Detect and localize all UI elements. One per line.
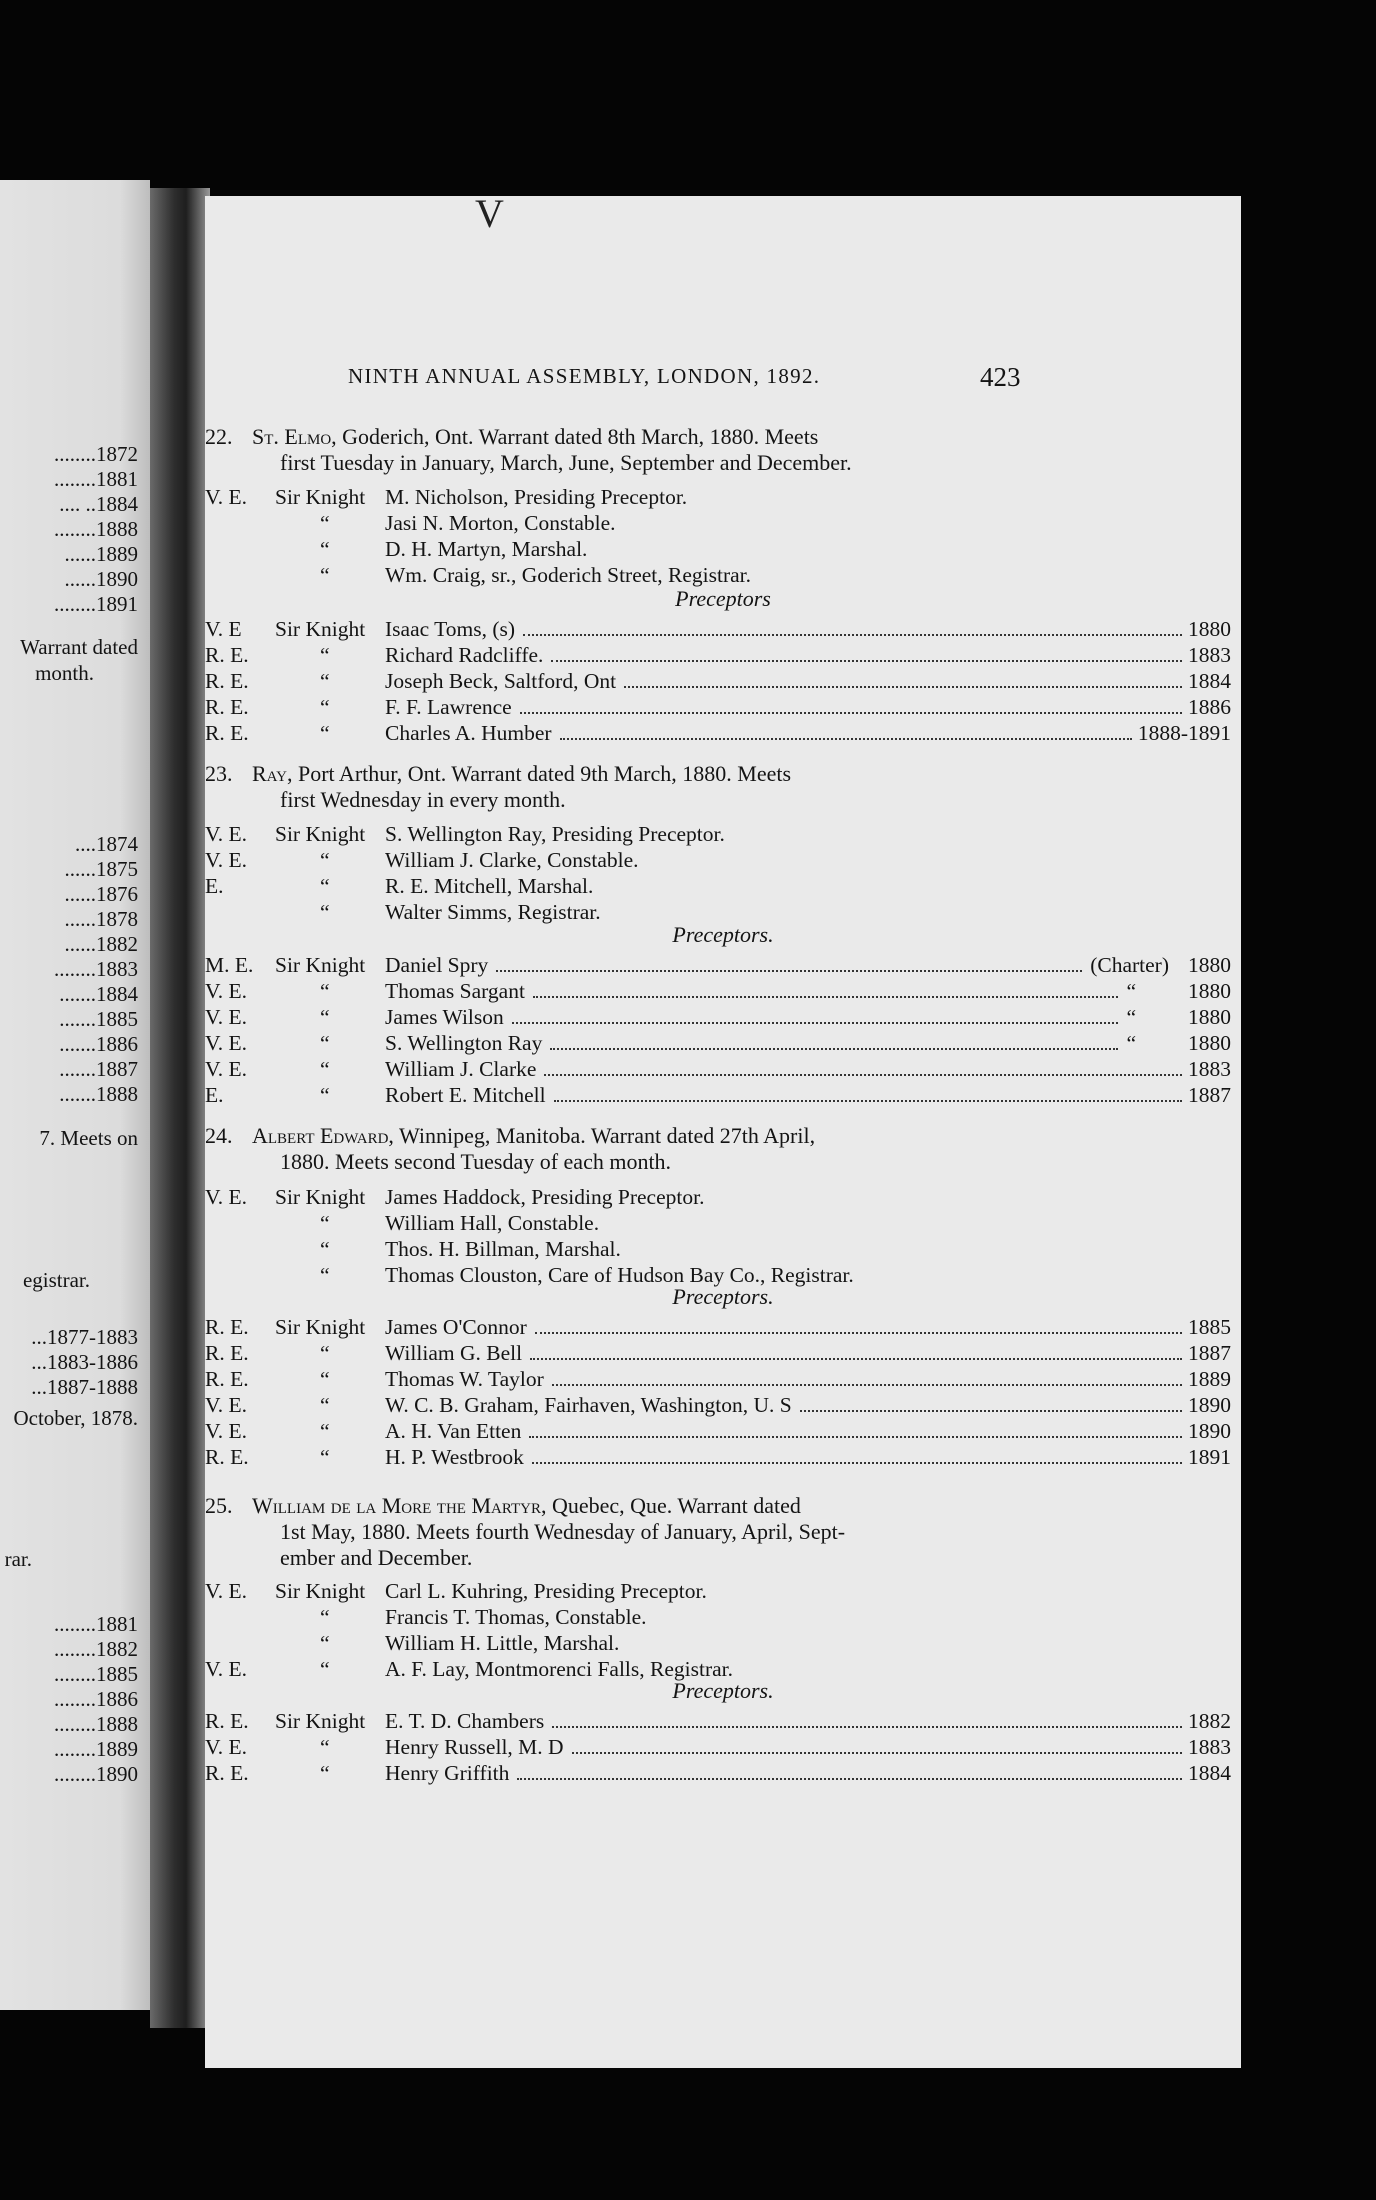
officer-title: Sir Knight bbox=[275, 485, 366, 509]
preceptor-name: Charles A. Humber bbox=[385, 721, 552, 745]
preceptors-heading: Preceptors. bbox=[672, 922, 774, 947]
leader-dots bbox=[532, 1462, 1182, 1464]
officer-title: Sir Knight bbox=[275, 1579, 366, 1603]
officer-title: “ bbox=[320, 874, 330, 898]
officer-name: Francis T. Thomas, Constable. bbox=[385, 1605, 647, 1629]
officer-rank: V. E. bbox=[205, 485, 248, 509]
preceptor-name: Henry Griffith bbox=[385, 1761, 510, 1785]
left-page-line: ........1882 bbox=[54, 1637, 138, 1661]
preceptor-title: “ bbox=[320, 695, 330, 719]
left-page-line: 7. Meets on bbox=[39, 1126, 138, 1150]
preceptors-heading: Preceptors bbox=[675, 586, 771, 611]
preceptors-heading: Preceptors. bbox=[672, 1678, 774, 1703]
preceptor-rank: R. E. bbox=[205, 695, 249, 719]
leader-dots bbox=[523, 634, 1182, 636]
officer-title: Sir Knight bbox=[275, 822, 366, 846]
preceptor-note: “ bbox=[1126, 1031, 1136, 1055]
officer-name: Thomas Clouston, Care of Hudson Bay Co., Registrar. bbox=[385, 1263, 854, 1287]
leader-dots bbox=[535, 1332, 1182, 1334]
preceptor-note: “ bbox=[1126, 979, 1136, 1003]
preceptor-title: “ bbox=[320, 1735, 330, 1759]
left-page-line: ......1878 bbox=[64, 907, 138, 931]
officer-rank: V. E. bbox=[205, 822, 248, 846]
entry-text: 1880. Meets second Tuesday of each month. bbox=[280, 1149, 672, 1174]
preceptor-rank: R. E. bbox=[205, 1341, 249, 1365]
preceptor-year: 1890 bbox=[1188, 1419, 1231, 1443]
preceptor-row bbox=[205, 1708, 1231, 1734]
leader-dots bbox=[552, 1384, 1182, 1386]
officer-name: Jasi N. Morton, Constable. bbox=[385, 511, 616, 535]
preceptor-rank: R. E. bbox=[205, 1709, 249, 1733]
preceptor-note: (Charter) bbox=[1090, 953, 1169, 977]
entry-number: 24. bbox=[205, 1123, 233, 1148]
left-page-line: ........1891 bbox=[54, 592, 138, 616]
leader-dots bbox=[529, 1436, 1182, 1438]
officer-row bbox=[205, 1210, 1231, 1236]
preceptor-rank: V. E bbox=[205, 617, 242, 641]
preceptor-name: Thomas W. Taylor bbox=[385, 1367, 544, 1391]
preceptor-rank: R. E. bbox=[205, 1761, 249, 1785]
left-page-line: .......1887 bbox=[59, 1057, 138, 1081]
preceptor-row bbox=[205, 1760, 1231, 1786]
preceptor-year: 1891 bbox=[1188, 1445, 1231, 1469]
left-page-line: ........1888 bbox=[54, 1712, 138, 1736]
left-page-line: ........1889 bbox=[54, 1737, 138, 1761]
preceptor-rank: V. E. bbox=[205, 1393, 248, 1417]
preceptor-title: Sir Knight bbox=[275, 1315, 366, 1339]
officer-name: A. F. Lay, Montmorenci Falls, Registrar. bbox=[385, 1657, 734, 1681]
officer-row bbox=[205, 1578, 1231, 1604]
preceptor-year: 1885 bbox=[1188, 1315, 1231, 1339]
preceptor-row bbox=[205, 1418, 1231, 1444]
leader-dots bbox=[551, 660, 1182, 662]
preceptor-row bbox=[205, 978, 1231, 1004]
preceptor-title: “ bbox=[320, 1083, 330, 1107]
officer-name: William J. Clarke, Constable. bbox=[385, 848, 639, 872]
left-page-line: Warrant dated bbox=[20, 635, 138, 659]
leader-dots bbox=[624, 686, 1182, 688]
preceptor-title: “ bbox=[320, 1341, 330, 1365]
book-page bbox=[205, 191, 1241, 2068]
left-page-line: .......1884 bbox=[59, 982, 138, 1006]
entry-text: Goderich, Ont. Warrant dated 8th March, 1880. Meets bbox=[342, 424, 819, 449]
officer-rank: E. bbox=[205, 874, 224, 898]
preceptory-name: William de la More the Martyr, bbox=[252, 1493, 547, 1518]
leader-dots bbox=[554, 1100, 1182, 1102]
preceptor-rank: R. E. bbox=[205, 1315, 249, 1339]
preceptor-rank: V. E. bbox=[205, 979, 248, 1003]
left-page-line: ...1887-1888 bbox=[31, 1375, 138, 1399]
preceptor-rank: R. E. bbox=[205, 1445, 249, 1469]
preceptory-name: Albert Edward, bbox=[252, 1123, 394, 1148]
preceptor-year: 1884 bbox=[1188, 1761, 1231, 1785]
leader-dots bbox=[550, 1048, 1118, 1050]
officer-name: Wm. Craig, sr., Goderich Street, Registrar. bbox=[385, 563, 752, 587]
officer-name: S. Wellington Ray, Presiding Preceptor. bbox=[385, 822, 725, 846]
running-header: NINTH ANNUAL ASSEMBLY, LONDON, 1892. bbox=[348, 364, 821, 388]
entry-text: Port Arthur, Ont. Warrant dated 9th March, 1880. Meets bbox=[297, 761, 792, 786]
preceptor-name: William G. Bell bbox=[385, 1341, 523, 1365]
preceptor-title: “ bbox=[320, 1419, 330, 1443]
officer-row bbox=[205, 873, 1231, 899]
preceptor-name: Daniel Spry bbox=[385, 953, 489, 977]
left-page-line: October, 1878. bbox=[13, 1406, 138, 1430]
preceptor-row bbox=[205, 952, 1231, 978]
preceptor-row bbox=[205, 1392, 1231, 1418]
preceptor-title: “ bbox=[320, 643, 330, 667]
officer-rank: V. E. bbox=[205, 1579, 248, 1603]
officer-name: R. E. Mitchell, Marshal. bbox=[385, 874, 594, 898]
leader-dots bbox=[512, 1022, 1119, 1024]
preceptor-name: E. T. D. Chambers bbox=[385, 1709, 545, 1733]
officer-title: “ bbox=[320, 900, 330, 924]
handwritten-mark: V bbox=[475, 191, 504, 236]
preceptor-note: “ bbox=[1126, 1005, 1136, 1029]
left-page-line: ......1876 bbox=[64, 882, 138, 906]
officer-title: “ bbox=[320, 563, 330, 587]
officer-row bbox=[205, 821, 1231, 847]
leader-dots bbox=[572, 1752, 1182, 1754]
preceptor-name: Robert E. Mitchell bbox=[385, 1083, 546, 1107]
officer-row bbox=[205, 536, 1231, 562]
officer-title: “ bbox=[320, 1657, 330, 1681]
preceptor-row bbox=[205, 1314, 1231, 1340]
officer-row bbox=[205, 847, 1231, 873]
entry-line bbox=[252, 761, 1231, 787]
preceptor-row bbox=[205, 720, 1231, 746]
preceptor-title: “ bbox=[320, 979, 330, 1003]
officer-title: “ bbox=[320, 1631, 330, 1655]
leader-dots bbox=[800, 1410, 1182, 1412]
left-page-line: .......1886 bbox=[59, 1032, 138, 1056]
entry-number: 23. bbox=[205, 761, 233, 786]
leader-dots bbox=[544, 1074, 1182, 1076]
officer-name: Thos. H. Billman, Marshal. bbox=[385, 1237, 621, 1261]
officer-name: William H. Little, Marshal. bbox=[385, 1631, 620, 1655]
officer-title: “ bbox=[320, 1237, 330, 1261]
entry-text: Quebec, Que. Warrant dated bbox=[551, 1493, 801, 1518]
preceptor-name: A. H. Van Etten bbox=[385, 1419, 522, 1443]
officer-name: D. H. Martyn, Marshal. bbox=[385, 537, 588, 561]
preceptor-rank: V. E. bbox=[205, 1735, 248, 1759]
left-page-line: ........1881 bbox=[54, 1612, 138, 1636]
preceptor-title: “ bbox=[320, 669, 330, 693]
entry-number: 25. bbox=[205, 1493, 233, 1518]
officer-row bbox=[205, 484, 1231, 510]
officer-name: Carl L. Kuhring, Presiding Preceptor. bbox=[385, 1579, 707, 1603]
preceptor-name: F. F. Lawrence bbox=[385, 695, 512, 719]
left-page-line: .......1885 bbox=[59, 1007, 138, 1031]
officer-row bbox=[205, 1236, 1231, 1262]
preceptory-name: Ray, bbox=[252, 761, 293, 786]
preceptor-year: 1882 bbox=[1188, 1709, 1231, 1733]
preceptor-title: Sir Knight bbox=[275, 953, 366, 977]
officer-name: William Hall, Constable. bbox=[385, 1211, 600, 1235]
preceptor-name: Richard Radcliffe. bbox=[385, 643, 544, 667]
preceptor-row bbox=[205, 1004, 1231, 1030]
preceptor-title: “ bbox=[320, 1761, 330, 1785]
officer-title: “ bbox=[320, 1263, 330, 1287]
left-page-line: ......1890 bbox=[64, 567, 138, 591]
preceptor-name: William J. Clarke bbox=[385, 1057, 537, 1081]
leader-dots bbox=[517, 1778, 1182, 1780]
preceptor-year: 1889 bbox=[1188, 1367, 1231, 1391]
preceptor-rank: V. E. bbox=[205, 1057, 248, 1081]
preceptor-year: 1880 bbox=[1188, 953, 1231, 977]
preceptor-rank: V. E. bbox=[205, 1005, 248, 1029]
officer-title: “ bbox=[320, 1605, 330, 1629]
preceptor-title: “ bbox=[320, 1031, 330, 1055]
entry-number: 22. bbox=[205, 424, 233, 449]
preceptor-year: 1886 bbox=[1188, 695, 1231, 719]
preceptor-title: Sir Knight bbox=[275, 617, 366, 641]
entry-line bbox=[252, 1123, 1231, 1149]
preceptor-year: 1890 bbox=[1188, 1393, 1231, 1417]
entry-text: Winnipeg, Manitoba. Warrant dated 27th April, bbox=[399, 1123, 816, 1148]
preceptor-rank: M. E. bbox=[205, 953, 254, 977]
left-page-line: ....1874 bbox=[75, 832, 138, 856]
preceptor-year: 1880 bbox=[1188, 1031, 1231, 1055]
preceptor-year: 1883 bbox=[1188, 1057, 1231, 1081]
preceptor-row bbox=[205, 1734, 1231, 1760]
left-page-line: month. bbox=[35, 661, 94, 685]
preceptor-year: 1887 bbox=[1188, 1083, 1231, 1107]
left-page-line: ........1883 bbox=[54, 957, 138, 981]
left-page-line: ......1882 bbox=[64, 932, 138, 956]
left-page-line: .... ..1884 bbox=[59, 492, 138, 516]
preceptor-row bbox=[205, 1056, 1231, 1082]
left-page-line: rar. bbox=[4, 1547, 32, 1571]
preceptor-row bbox=[205, 1444, 1231, 1470]
preceptor-rank: R. E. bbox=[205, 721, 249, 745]
officer-title: “ bbox=[320, 848, 330, 872]
entry-line bbox=[252, 1493, 1231, 1519]
officer-rank: V. E. bbox=[205, 1657, 248, 1681]
preceptor-title: “ bbox=[320, 1367, 330, 1391]
preceptor-title: “ bbox=[320, 721, 330, 745]
preceptor-year: 1888-1891 bbox=[1137, 721, 1231, 745]
left-page-line: egistrar. bbox=[22, 1268, 90, 1292]
entry-text: ember and December. bbox=[280, 1545, 473, 1570]
left-facing-page bbox=[0, 180, 150, 2010]
leader-dots bbox=[496, 970, 1082, 972]
preceptor-name: James O'Connor bbox=[385, 1315, 527, 1339]
officer-name: Walter Simms, Registrar. bbox=[385, 900, 601, 924]
preceptor-year: 1887 bbox=[1188, 1341, 1231, 1365]
preceptor-name: Isaac Toms, (s) bbox=[385, 617, 516, 641]
left-page-line: ......1875 bbox=[64, 857, 138, 881]
preceptor-name: Henry Russell, M. D bbox=[385, 1735, 564, 1759]
officer-row bbox=[205, 1604, 1231, 1630]
preceptor-row bbox=[205, 1082, 1231, 1108]
preceptor-row bbox=[205, 642, 1231, 668]
left-page-line: ......1889 bbox=[64, 542, 138, 566]
leader-dots bbox=[520, 712, 1182, 714]
preceptor-row bbox=[205, 694, 1231, 720]
officer-title: “ bbox=[320, 511, 330, 535]
officer-row bbox=[205, 562, 1231, 588]
officer-row bbox=[205, 1184, 1231, 1210]
preceptor-row bbox=[205, 616, 1231, 642]
book-gutter-shadow bbox=[150, 188, 210, 2028]
officer-title: “ bbox=[320, 1211, 330, 1235]
preceptor-year: 1880 bbox=[1188, 1005, 1231, 1029]
preceptory-name: St. Elmo, bbox=[252, 424, 337, 449]
entry-text: first Wednesday in every month. bbox=[280, 787, 566, 812]
left-page-line: ...1877-1883 bbox=[31, 1325, 138, 1349]
preceptor-name: Joseph Beck, Saltford, Ont bbox=[385, 669, 617, 693]
left-page-line: ........1872 bbox=[54, 442, 138, 466]
officer-rank: V. E. bbox=[205, 848, 248, 872]
officer-rank: V. E. bbox=[205, 1185, 248, 1209]
preceptor-name: Thomas Sargant bbox=[385, 979, 525, 1003]
preceptor-year: 1880 bbox=[1188, 617, 1231, 641]
preceptor-rank: E. bbox=[205, 1083, 224, 1107]
officer-name: M. Nicholson, Presiding Preceptor. bbox=[385, 485, 688, 509]
leader-dots bbox=[560, 738, 1132, 740]
preceptor-name: W. C. B. Graham, Fairhaven, Washington, U. S bbox=[385, 1393, 792, 1417]
left-page-line: ........1881 bbox=[54, 467, 138, 491]
officer-title: Sir Knight bbox=[275, 1185, 366, 1209]
preceptors-heading: Preceptors. bbox=[672, 1284, 774, 1309]
officer-row bbox=[205, 510, 1231, 536]
preceptor-rank: R. E. bbox=[205, 669, 249, 693]
page-number: 423 bbox=[980, 362, 1021, 392]
preceptor-year: 1880 bbox=[1188, 979, 1231, 1003]
left-page-line: ........1886 bbox=[54, 1687, 138, 1711]
preceptor-row bbox=[205, 1030, 1231, 1056]
preceptor-year: 1883 bbox=[1188, 1735, 1231, 1759]
entry-line bbox=[252, 424, 1231, 450]
left-page-line: ........1890 bbox=[54, 1762, 138, 1786]
preceptor-name: James Wilson bbox=[385, 1005, 504, 1029]
preceptor-title: “ bbox=[320, 1005, 330, 1029]
preceptor-year: 1884 bbox=[1188, 669, 1231, 693]
preceptor-row bbox=[205, 1366, 1231, 1392]
preceptor-name: S. Wellington Ray bbox=[385, 1031, 543, 1055]
preceptor-name: H. P. Westbrook bbox=[385, 1445, 524, 1469]
preceptor-rank: V. E. bbox=[205, 1031, 248, 1055]
preceptor-row bbox=[205, 668, 1231, 694]
preceptor-rank: R. E. bbox=[205, 1367, 249, 1391]
preceptor-title: “ bbox=[320, 1057, 330, 1081]
officer-title: “ bbox=[320, 537, 330, 561]
preceptor-row bbox=[205, 1340, 1231, 1366]
preceptor-title: “ bbox=[320, 1445, 330, 1469]
left-page-line: .......1888 bbox=[59, 1082, 138, 1106]
preceptor-title: Sir Knight bbox=[275, 1709, 366, 1733]
leader-dots bbox=[533, 996, 1119, 998]
preceptor-rank: V. E. bbox=[205, 1419, 248, 1443]
preceptor-year: 1883 bbox=[1188, 643, 1231, 667]
officer-row bbox=[205, 1630, 1231, 1656]
left-page-line: ...1883-1886 bbox=[31, 1350, 138, 1374]
preceptor-rank: R. E. bbox=[205, 643, 249, 667]
preceptor-title: “ bbox=[320, 1393, 330, 1417]
left-page-line: ........1885 bbox=[54, 1662, 138, 1686]
officer-name: James Haddock, Presiding Preceptor. bbox=[385, 1185, 705, 1209]
entry-text: first Tuesday in January, March, June, September and December. bbox=[280, 450, 852, 475]
leader-dots bbox=[530, 1358, 1182, 1360]
entry-text: 1st May, 1880. Meets fourth Wednesday of January, April, Sept- bbox=[280, 1519, 846, 1544]
left-page-line: ........1888 bbox=[54, 517, 138, 541]
leader-dots bbox=[552, 1726, 1182, 1728]
